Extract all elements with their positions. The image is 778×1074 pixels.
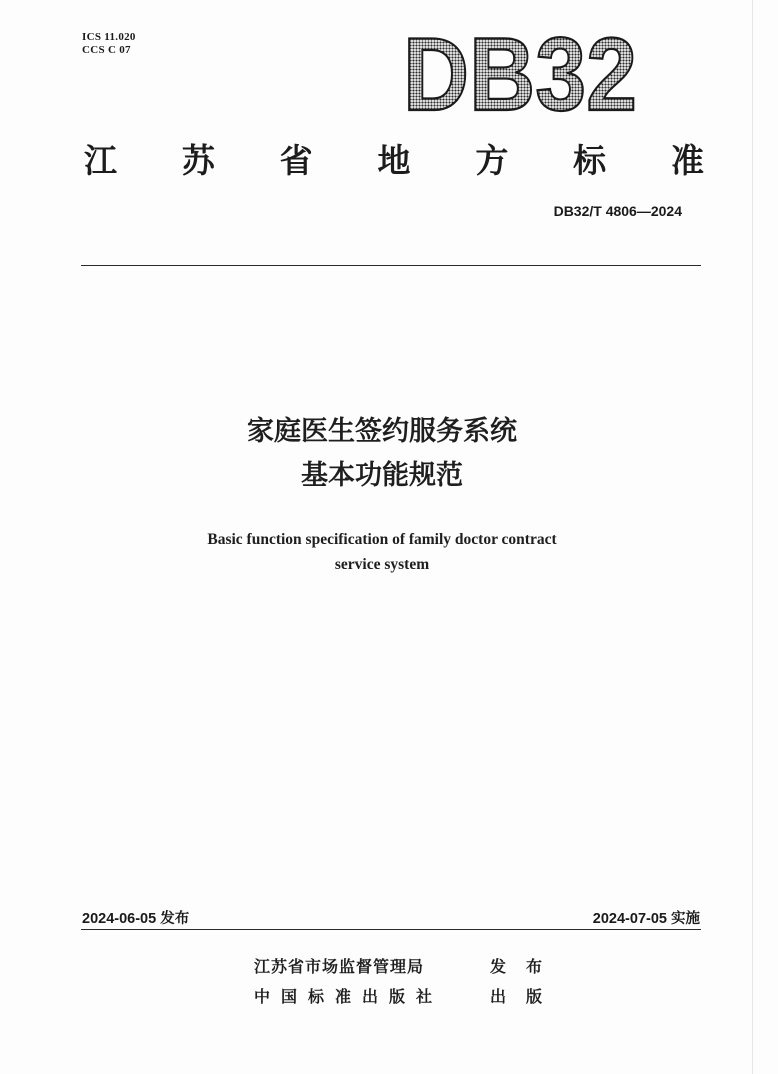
standard-type-char: 江 [84, 141, 117, 180]
standard-type-char: 苏 [181, 141, 215, 180]
classification-codes [82, 31, 136, 57]
publisher-org: 中国标准出版社 [254, 987, 444, 1006]
standard-type-char: 地 [377, 141, 411, 180]
english-title-line-1: Basic function specification of family doctor contract [207, 531, 557, 548]
publisher-action: 发布 [490, 957, 563, 976]
standard-number: DB32/T 4806—2024 [553, 203, 682, 219]
publisher-action: 出版 [490, 987, 563, 1006]
release-date: 2024-06-05 发布 [82, 911, 190, 927]
standard-type-char: 方 [475, 141, 509, 180]
standard-type-char: 准 [670, 141, 704, 180]
ccs-code: CCS C 07 [82, 44, 131, 56]
chinese-title-line-1: 家庭医生签约服务系统 [247, 416, 517, 447]
db32-logo [400, 17, 640, 133]
standard-type-title [84, 138, 704, 184]
standard-type-char: 省 [279, 141, 313, 180]
chinese-title-line-2: 基本功能规范 [301, 460, 463, 491]
publisher-org: 江苏省市场监督管理局 [254, 957, 425, 976]
publisher-row [254, 954, 562, 977]
publisher-row [254, 984, 562, 1007]
english-title-line-2: service system [334, 556, 430, 573]
standard-type-char: 标 [573, 141, 607, 180]
db32-logo-text: DB32 [403, 17, 637, 133]
english-title [0, 527, 764, 577]
ics-code: ICS 11.020 [82, 31, 136, 43]
chinese-title [0, 410, 764, 498]
top-divider [81, 265, 701, 266]
implementation-date: 2024-07-05 实施 [592, 911, 700, 927]
bottom-divider [81, 929, 701, 930]
